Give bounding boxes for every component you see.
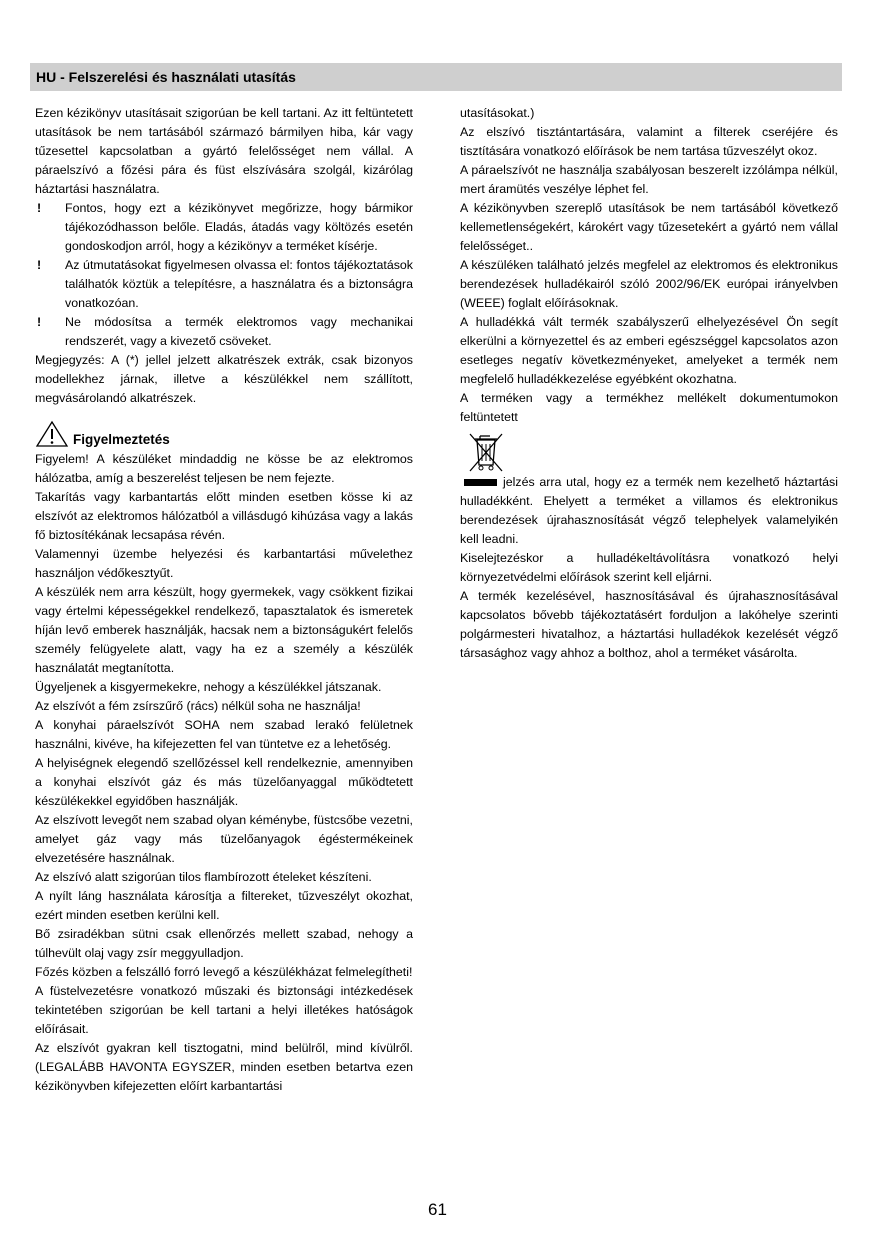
- paragraph: A hulladékká vált termék szabályszerű elhelyezésével Ön segít elkerülni a környezettel és az emberi egészséggel kapcsolatos azon esetleges negatív következményeket, amelyeket a termék nem megfelelő hulladékkezelése egyébként okozhatna.: [460, 315, 838, 386]
- paragraph: utasításokat.): [460, 106, 535, 120]
- paragraph: Ügyeljenek a kisgyermekekre, nehogy a készülékkel játszanak.: [35, 680, 382, 694]
- paragraph: A készülék nem arra készült, hogy gyermekek, vagy csökkent fizikai vagy értelmi képességekkel rendelkező, tapasztalatok és ismeretek híján levő emberek használják, hacsak nem a biztonságukért felelős személy felügyelete alatt, vagy ha ez a személy a készülék használatát megtanította.: [35, 585, 413, 675]
- warning-triangle-icon: [35, 420, 69, 448]
- paragraph: A nyílt láng használata károsítja a filtereket, tűzveszélyt okozhat, ezért minden esetben kerülni kell.: [35, 889, 413, 922]
- paragraph: Bő zsiradékban sütni csak ellenőrzés mellett szabad, nehogy a túlhevült olaj vagy zsír meggyulladjon.: [35, 927, 413, 960]
- paragraph: A konyhai páraelszívót SOHA nem szabad lerakó felületnek használni, kivéve, ha kifejezetten fel van tüntetve ez a lehetőség.: [35, 718, 413, 751]
- symbol-paragraph: jelzés arra utal, hogy ez a termék nem kezelhető háztartási hulladékként. Ehelyett a terméket a villamos és elektronikus berendezések újrahasznosítását végző telephelyek valamelyikén kell leadni.: [460, 475, 838, 546]
- bullet-item: ! Fontos, hogy ezt a kézikönyvet megőrizze, hogy bármikor tájékozódhasson belőle. Eladás, átadás vagy költözés esetén gondoskodjon arról, hogy a kézikönyv a terméket kísérje.: [37, 201, 413, 253]
- black-bar-icon: [464, 479, 497, 486]
- page-number: 61: [428, 1200, 447, 1219]
- exclamation-mark: !: [37, 201, 42, 215]
- paragraph: A termék kezelésével, hasznosításával és újrahasznosításával kapcsolatos bővebb tájékoztatásért forduljon a lakóhelye szerinti polgármesteri hivatalhoz, a háztartási hulladékok kezelését végző társasághoz vagy ahhoz a bolthoz, ahol a terméket vásárolta.: [460, 589, 838, 660]
- paragraph: Kiselejtezéskor a hulladékeltávolításra vonatkozó helyi környezetvédelmi előírások szerint kell eljárni.: [460, 551, 838, 584]
- section-title: HU - Felszerelési és használati utasítás: [36, 69, 296, 85]
- paragraph: Az elszívó tisztántartására, valamint a filterek cseréjére és tisztítására vonatkozó előírások be nem tartása tűzveszélyt okoz.: [460, 125, 838, 158]
- paragraph: Főzés közben a felszálló forró levegő a készülékházat felmelegítheti!: [35, 965, 413, 979]
- paragraph: A terméken vagy a termékhez mellékelt dokumentumokon feltüntetett: [460, 391, 838, 424]
- left-column: [35, 104, 413, 1096]
- paragraph: Figyelem! A készüléket mindaddig ne kösse be az elektromos hálózatba, amíg a beszerelést teljesen be nem fejezte.: [35, 452, 413, 485]
- bullet-item: ! Az útmutatásokat figyelmesen olvassa el: fontos tájékoztatások találhatók köztük a telepítésre, a használatra és a biztonságra vonatkozóan.: [37, 258, 413, 310]
- intro-paragraph: Ezen kézikönyv utasításait szigorúan be kell tartani. Az itt feltüntetett utasítások be nem tartásából származó bármilyen hiba, kár vagy tűzesettel kapcsolatban a gyártó felelősséget nem vállal. A páraelszívó a főzési pára és füst elszívására szolgál, kizárólag háztartási használatra.: [35, 106, 413, 196]
- paragraph: Takarítás vagy karbantartás előtt minden esetben kösse ki az elszívót az elektromos hálózatból a villásdugó kihúzása vagy a lakás fő biztosítékának lecsapása révén.: [35, 490, 413, 542]
- crossed-out-bin-icon: [466, 431, 506, 473]
- paragraph: A kézikönyvben szereplő utasítások be nem tartásából következő kellemetlenségekért, károkért vagy tűzesetekért a gyártó nem vállal felelősséget..: [460, 201, 838, 253]
- paragraph: A helyiségnek elegendő szellőzéssel kell rendelkeznie, amennyiben a konyhai elszívót gáz és más tüzelőanyaggal működtetett készülékekkel egyidőben használják.: [35, 756, 413, 808]
- exclamation-mark: !: [37, 315, 42, 329]
- warning-title: Figyelmeztetés: [73, 432, 170, 447]
- paragraph: Valamennyi üzembe helyezési és karbantartási művelethez használjon védőkesztyűt.: [35, 547, 413, 580]
- paragraph: Az elszívó alatt szigorúan tilos flambírozott ételeket készíteni.: [35, 870, 372, 884]
- note-paragraph: Megjegyzés: A (*) jellel jelzett alkatrészek extrák, csak bizonyos modellekhez járnak, illetve a készülékkel nem szállított, megvásárolandó alkatrészek.: [35, 353, 413, 405]
- paragraph: A páraelszívót ne használja szabályosan beszerelt izzólámpa nélkül, mert áramütés veszélye léphet fel.: [460, 163, 838, 196]
- right-column: [460, 104, 838, 663]
- paragraph: A füstelvezetésre vonatkozó műszaki és biztonsági intézkedések tekintetében szigorúan be kell tartani a helyi illetékes hatóságok előírásait.: [35, 984, 413, 1036]
- section-header-bar: [30, 63, 842, 91]
- warning-heading: [35, 420, 413, 448]
- paragraph: Az elszívott levegőt nem szabad olyan kéménybe, füstcsőbe vezetni, amelyet gáz vagy más tüzelőanyagok égéstermékeinek elvezetésére használnak.: [35, 813, 413, 865]
- paragraph: A készüléken található jelzés megfelel az elektromos és elektronikus berendezések hulladékairól szóló 2002/96/EK európai irányelvben (WEEE) foglalt előírásoknak.: [460, 258, 838, 310]
- paragraph: Az elszívót a fém zsírszűrő (rács) nélkül soha ne használja!: [35, 699, 361, 713]
- bullet-item: ! Ne módosítsa a termék elektromos vagy mechanikai rendszerét, vagy a kivezető csöveket.: [37, 315, 413, 348]
- exclamation-mark: !: [37, 258, 42, 272]
- weee-symbol-block: [466, 431, 838, 473]
- paragraph: Az elszívót gyakran kell tisztogatni, mind belülről, mind kívülről. (LEGALÁBB HAVONTA EGYSZER, minden esetben betartva ezen kézikönyvben kifejezetten előírt karbantartási: [35, 1041, 413, 1093]
